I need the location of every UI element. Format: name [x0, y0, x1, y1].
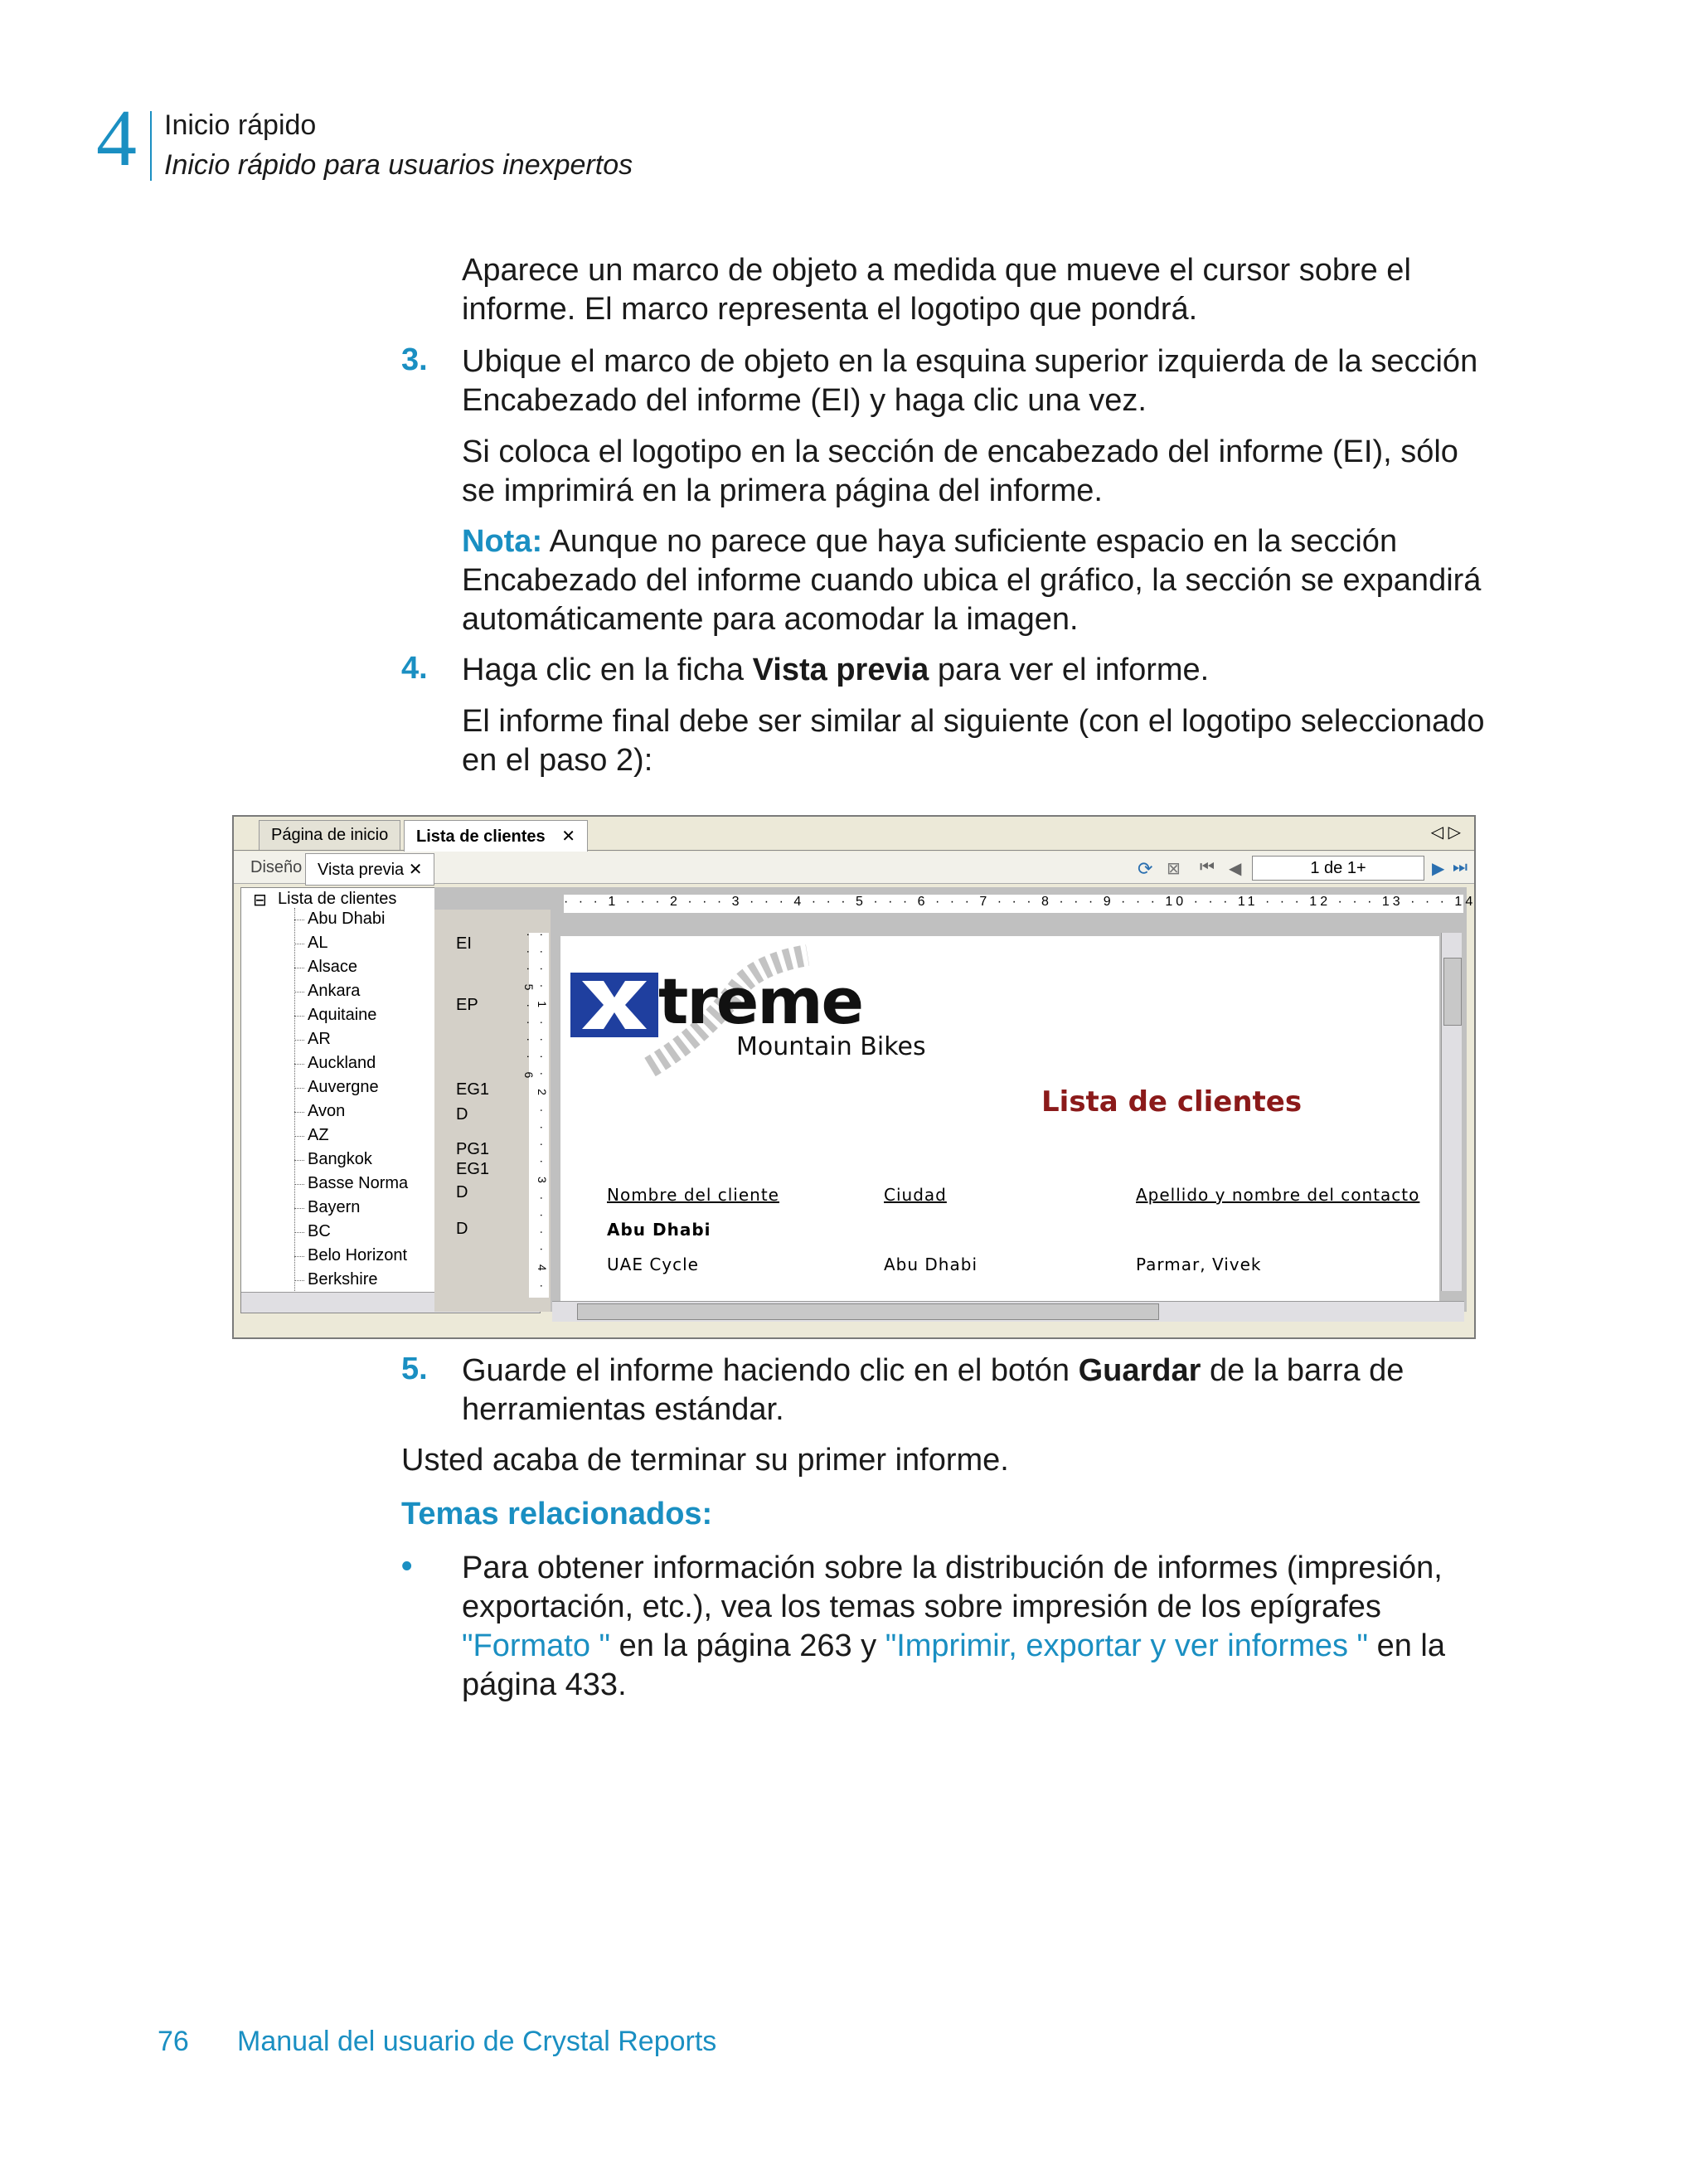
ruler-mark: · · · 8	[997, 895, 1060, 909]
step-5-post: de la barra de herramientas estándar.	[462, 1353, 1404, 1427]
related-mid: en la página 263 y	[610, 1628, 885, 1663]
ruler-mark: · · · 3	[687, 895, 750, 909]
row-contact: Parmar, Vivek	[1136, 1255, 1262, 1274]
row-city: Abu Dhabi	[884, 1255, 978, 1274]
step-5-number: 5.	[401, 1352, 428, 1386]
tree-item[interactable]: Basse Norma	[308, 1174, 409, 1192]
logo-text: treme	[658, 964, 863, 1038]
report-vertical-scrollbar[interactable]	[1441, 933, 1462, 1291]
ruler-mark: · · · 14	[1410, 895, 1477, 909]
step-3-number: 3.	[401, 342, 428, 377]
link-imprimir[interactable]: "Imprimir, exportar y ver informes "	[885, 1628, 1369, 1663]
ruler-mark: · · · 2	[625, 895, 688, 909]
report-title: Lista de clientes	[1041, 1085, 1303, 1119]
tab-customer-list-label: Lista de clientes	[416, 827, 546, 846]
tab-design[interactable]: Diseño	[250, 858, 303, 876]
chapter-title: Inicio rápido	[164, 109, 317, 141]
step-4-number: 4.	[401, 651, 428, 686]
step-5-text	[462, 1352, 1490, 1429]
vertical-ruler: · · · · 1 · · · · 2 · · · · 3 · · · · 4 · · · · 5 · · · · 6	[529, 933, 549, 1298]
page-number: 76	[158, 2026, 189, 2057]
bullet-icon: •	[401, 1549, 413, 1584]
step-4-post: para ver el informe.	[929, 653, 1210, 687]
ruler-mark: · · · 9	[1059, 895, 1122, 909]
tree-item[interactable]: Abu Dhabi	[308, 910, 386, 928]
report-page	[560, 936, 1439, 1301]
close-icon[interactable]: ✕	[561, 827, 575, 846]
ruler-mark: · · · 11	[1193, 895, 1265, 909]
completion-paragraph: Usted acaba de terminar su primer informe.	[401, 1443, 1009, 1478]
last-page-icon[interactable]: ⏭	[1453, 858, 1468, 876]
chapter-number: 4	[96, 94, 137, 183]
tree-item[interactable]: Bayern	[308, 1198, 361, 1216]
tree-item[interactable]: Avon	[308, 1102, 346, 1120]
first-page-icon[interactable]: ⏮	[1200, 858, 1215, 876]
tree-item[interactable]: Auvergne	[308, 1078, 379, 1096]
ruler-mark: · · · 7	[935, 895, 997, 909]
step-4-pre: Haga clic en la ficha	[462, 653, 753, 687]
tab-customer-list[interactable]	[404, 820, 588, 852]
section-label[interactable]: D	[456, 1183, 468, 1201]
column-header-contact: Apellido y nombre del contacto	[1136, 1185, 1420, 1205]
ruler-mark: · · · 4	[750, 895, 812, 909]
note-paragraph	[462, 522, 1490, 639]
tree-item[interactable]: Belo Horizont	[308, 1246, 408, 1264]
collapse-icon[interactable]: ⊟	[253, 891, 267, 910]
horizontal-ruler	[564, 895, 1477, 913]
tree-item[interactable]: Auckland	[308, 1054, 376, 1072]
intro-paragraph: Aparece un marco de objeto a medida que mueve el cursor sobre el informe. El marco representa el logotipo que pondrá.	[462, 253, 1411, 327]
report-preview-screenshot	[232, 815, 1476, 1339]
related-topics-heading: Temas relacionados:	[401, 1497, 713, 1531]
manual-title: Manual del usuario de Crystal Reports	[237, 2026, 717, 2057]
tab-scroll-arrows-icon[interactable]: ◁ ▷	[1430, 823, 1461, 842]
group-header: Abu Dhabi	[607, 1220, 711, 1240]
ruler-mark: · · · 6	[873, 895, 936, 909]
step-4-bold: Vista previa	[752, 653, 929, 687]
refresh-icon[interactable]: ⟳	[1138, 858, 1153, 879]
section-label[interactable]: EI	[456, 934, 472, 953]
step-3-text: Ubique el marco de objeto en la esquina superior izquierda de la sección Encabezado del informe (EI) y haga clic una vez.	[462, 344, 1478, 418]
tree-item[interactable]: Alsace	[308, 958, 358, 976]
tree-item[interactable]: Ankara	[308, 982, 361, 1000]
tree-item[interactable]: Berkshire	[308, 1270, 378, 1289]
step-5-bold: Guardar	[1078, 1353, 1201, 1388]
ruler-mark: · · · 5	[811, 895, 874, 909]
stop-icon[interactable]: ⊠	[1167, 860, 1181, 878]
note-text: Aunque no parece que haya suficiente espacio en la sección Encabezado del informe cuando ubica el gráfico, la sección se expandirá automáticamente para acomodar la imagen.	[462, 524, 1482, 637]
note-label: Nota:	[462, 524, 543, 559]
tree-item[interactable]: AR	[308, 1030, 331, 1048]
section-label[interactable]: EP	[456, 996, 478, 1014]
tree-item[interactable]: AZ	[308, 1126, 329, 1144]
section-label[interactable]: D	[456, 1220, 468, 1238]
step-4-text	[462, 651, 1490, 690]
tab-preview[interactable]	[305, 853, 434, 886]
page-indicator[interactable]: 1 de 1+	[1252, 856, 1424, 881]
ruler-mark: · · · 12	[1264, 895, 1338, 909]
related-pre: Para obtener información sobre la distribución de informes (impresión, exportación, etc.), vea los temas sobre impresión de los epígrafes	[462, 1551, 1443, 1624]
tab-preview-label: Vista previa	[318, 861, 405, 879]
close-icon[interactable]: ✕	[408, 861, 423, 879]
tree-item[interactable]: Bangkok	[308, 1150, 372, 1168]
row-customer-name: UAE Cycle	[607, 1255, 699, 1274]
step-4-detail: El informe final debe ser similar al siguiente (con el logotipo seleccionado en el paso 2):	[462, 704, 1485, 778]
step-3-detail: Si coloca el logotipo en la sección de encabezado del informe (EI), sólo se imprimirá en la primera página del informe.	[462, 434, 1458, 508]
ruler-mark: · · · 13	[1337, 895, 1411, 909]
tree-root[interactable]: Lista de clientes	[278, 890, 397, 908]
section-title: Inicio rápido para usuarios inexpertos	[164, 149, 633, 181]
ruler-mark: · · · 1	[564, 895, 626, 909]
tab-home[interactable]: Página de inicio	[259, 820, 400, 850]
column-header-name: Nombre del cliente	[607, 1185, 779, 1205]
chapter-divider	[150, 111, 152, 181]
step-5-pre: Guarde el informe haciendo clic en el botón	[462, 1353, 1079, 1388]
column-header-city: Ciudad	[884, 1185, 947, 1205]
related-post: en la página 433.	[462, 1628, 1446, 1702]
ruler-mark: · · · 10	[1121, 895, 1194, 909]
next-page-icon[interactable]: ▶	[1432, 860, 1445, 878]
section-label[interactable]: EG1	[456, 1160, 490, 1178]
logo-subtitle: Mountain Bikes	[736, 1032, 926, 1061]
section-label[interactable]: D	[456, 1105, 468, 1124]
report-horizontal-scrollbar[interactable]	[552, 1301, 1464, 1322]
related-topics-item	[462, 1549, 1482, 1705]
section-label[interactable]: EG1	[456, 1080, 490, 1099]
previous-page-icon[interactable]: ◀	[1229, 860, 1242, 878]
link-formato[interactable]: "Formato "	[462, 1628, 611, 1663]
section-label[interactable]: PG1	[456, 1140, 490, 1158]
tree-item[interactable]: BC	[308, 1222, 331, 1240]
tree-item[interactable]: AL	[308, 934, 328, 952]
tree-item[interactable]: Aquitaine	[308, 1006, 377, 1024]
